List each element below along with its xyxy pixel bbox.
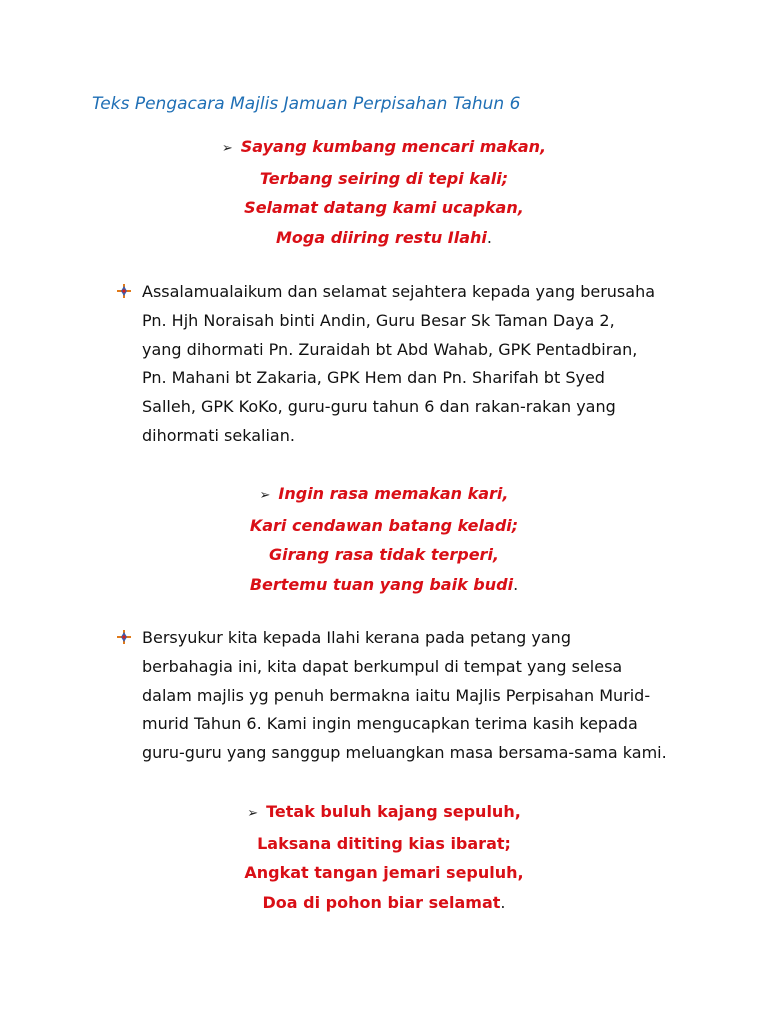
- paragraph-line: guru-guru yang sanggup meluangkan masa bersama-sama kami.: [142, 743, 667, 763]
- pantun-line: ➢ Ingin rasa memakan kari,: [259, 484, 509, 503]
- pantun-line: Doa di pohon biar selamat.: [262, 892, 506, 912]
- paragraph-line: murid Tahun 6. Kami ingin mengucapkan terima kasih kepada: [142, 714, 638, 734]
- pantun-line: Laksana dititing kias ibarat;: [257, 833, 511, 853]
- star-bullet-icon: [114, 627, 134, 647]
- paragraph-line: Bersyukur kita kepada Ilahi kerana pada petang yang: [142, 628, 571, 647]
- paragraph-line: dalam majlis yg penuh bermakna iaitu Majlis Perpisahan Murid-: [142, 685, 651, 705]
- arrow-bullet-icon: ➢: [221, 141, 233, 156]
- paragraph-1: [142, 278, 682, 451]
- pantun-line: Angkat tangan jemari sepuluh,: [244, 863, 524, 882]
- pantun-line: Moga diiring restu Ilahi.: [275, 227, 493, 247]
- paragraph-line: Salleh, GPK KoKo, guru-guru tahun 6 dan rakan-rakan yang: [142, 397, 616, 417]
- paragraph-2: [142, 624, 682, 768]
- pantun-line: Terbang seiring di tepi kali;: [259, 168, 509, 188]
- pantun-3: [0, 797, 768, 917]
- paragraph-line: Pn. Hjh Noraisah binti Andin, Guru Besar Sk Taman Daya 2,: [142, 310, 615, 330]
- paragraph-line: dihormati sekalian.: [142, 425, 295, 445]
- pantun-line: Bertemu tuan yang baik budi.: [249, 574, 519, 594]
- pantun-line: Kari cendawan batang keladi;: [249, 515, 519, 535]
- pantun-1: [0, 132, 768, 252]
- document-title: Teks Pengacara Majlis Jamuan Perpisahan Tahun 6: [92, 94, 521, 114]
- pantun-2: [0, 479, 768, 599]
- arrow-bullet-icon: ➢: [259, 488, 271, 503]
- arrow-bullet-icon: ➢: [247, 806, 259, 821]
- paragraph-line: yang dihormati Pn. Zuraidah bt Abd Wahab, GPK Pentadbiran,: [142, 339, 638, 359]
- pantun-line: Girang rasa tidak terperi,: [268, 545, 500, 564]
- star-bullet-icon: [114, 281, 134, 301]
- pantun-line: ➢ Sayang kumbang mencari makan,: [221, 137, 547, 156]
- pantun-line: ➢ Tetak buluh kajang sepuluh,: [247, 802, 521, 821]
- paragraph-line: Assalamualaikum dan selamat sejahtera kepada yang berusaha: [142, 282, 656, 301]
- paragraph-line: Pn. Mahani bt Zakaria, GPK Hem dan Pn. Sharifah bt Syed: [142, 368, 605, 388]
- paragraph-line: berbahagia ini, kita dapat berkumpul di tempat yang selesa: [142, 656, 623, 676]
- pantun-line: Selamat datang kami ucapkan,: [244, 198, 524, 217]
